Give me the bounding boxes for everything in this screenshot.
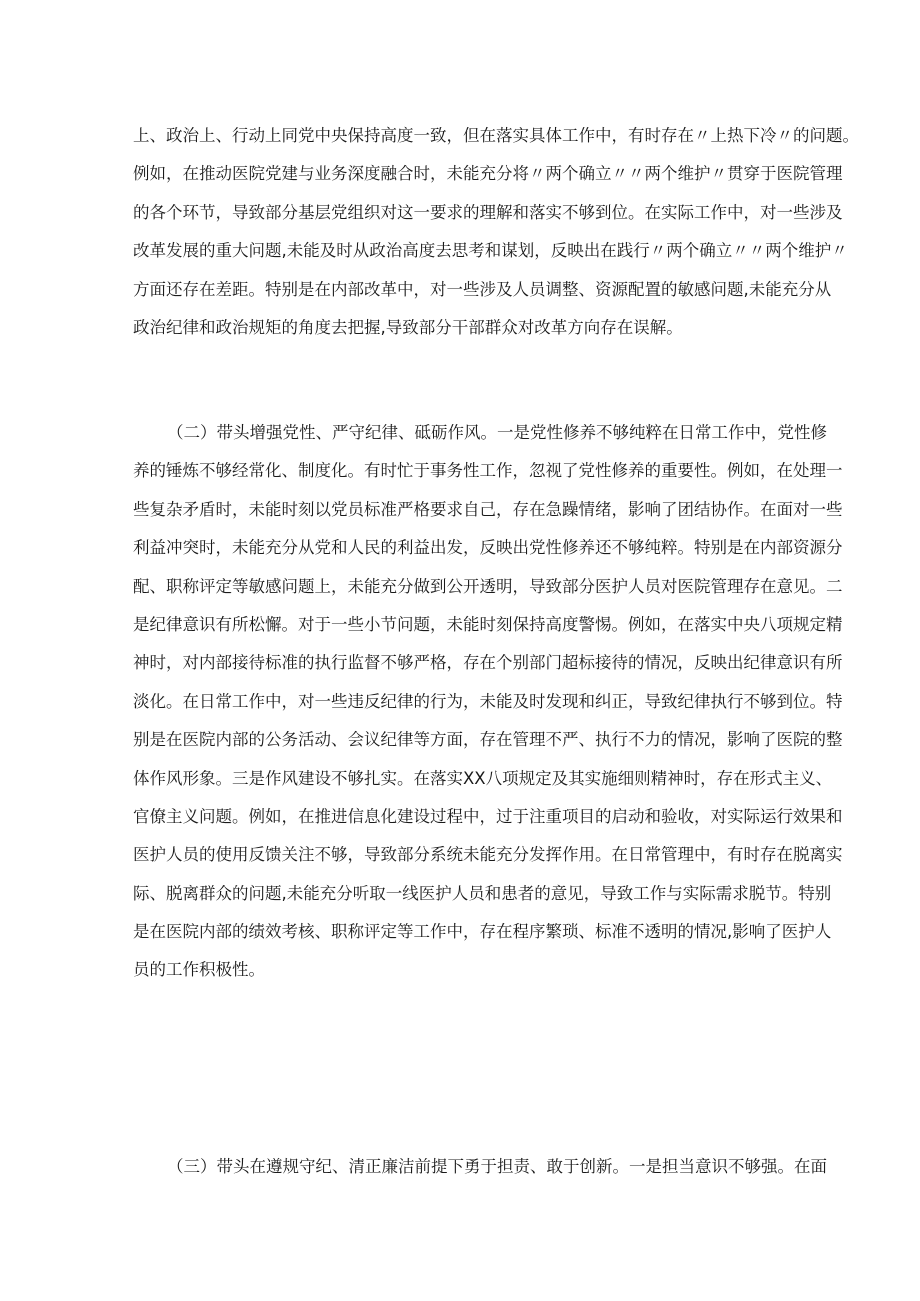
text-line: 例如，在推动医院党建与业务深度融合时，未能充分将〃两个确立〃〃两个维护〃贯穿于医院管理: [133, 164, 843, 184]
text-line: 是纪律意识有所松懈。对于一些小节问题，未能时刻保持高度警惕。例如，在落实中央八项规定精: [133, 614, 843, 634]
text-line: （二）带头增强党性、严守纪律、砥砺作风。一是党性修养不够纯粹在日常工作中，党性修: [167, 423, 827, 442]
text-line: 方面还存在差距。特别是在内部改革中，对一些涉及人员调整、资源配置的敏感问题,未能充分从: [133, 279, 832, 299]
text-line: 神时，对内部接待标准的执行监督不够严格，存在个别部门超标接待的情况，反映出纪律意识有所: [133, 653, 843, 673]
text-line: 配、职称评定等敏感问题上，未能充分做到公开透明，导致部分医护人员对医院管理存在意见。二: [133, 576, 843, 596]
paragraph-3: [133, 1148, 827, 1186]
text-line: 是在医院内部的绩效考核、职称评定等工作中，存在程序繁琐、标准不透明的情况,影响了医护人: [133, 922, 832, 942]
text-line: （三）带头在遵规守纪、清正廉洁前提下勇于担责、敢于创新。一是担当意识不够强。在面: [167, 1157, 827, 1176]
text-line: 些复杂矛盾时，未能时刻以党员标准严格要求自己，存在急躁情绪，影响了团结协作。在面对一些: [133, 499, 843, 519]
text-line: 员的工作积极性。: [133, 960, 265, 980]
text-line: 养的锤炼不够经常化、制度化。有时忙于事务性工作，忽视了党性修养的重要性。例如，在处理一: [133, 461, 843, 481]
text-line: 官僚主义问题。例如，在推进信息化建设过程中，过于注重项目的启动和验收，对实际运行效果和: [133, 806, 843, 826]
text-line: 上、政治上、行动上同党中央保持高度一致，但在落实具体工作中，有时存在〃上热下冷〃的问题。: [133, 126, 859, 145]
text-line: 利益冲突时，未能充分从党和人民的利益出发，反映出党性修养还不够纯粹。特别是在内部资源分: [133, 538, 843, 558]
paragraph-2: [133, 414, 843, 990]
text-line: 体作风形象。三是作风建设不够扎实。在落实XX八项规定及其实施细则精神时，存在形式主义、: [133, 768, 833, 788]
text-line: 别是在医院内部的公务活动、会议纪律等方面，存在管理不严、执行不力的情况，影响了医院的整: [133, 730, 843, 750]
text-line: 医护人员的使用反馈关注不够，导致部分系统未能充分发挥作用。在日常管理中，有时存在脱离实: [133, 845, 843, 865]
text-line: 际、脱离群众的问题,未能充分听取一线医护人员和患者的意见，导致工作与实际需求脱节。特别: [133, 883, 832, 903]
text-line: 改革发展的重大问题,未能及时从政治高度去思考和谋划，反映出在践行〃两个确立〃〃两个维护〃: [133, 241, 848, 261]
text-line: 政治纪律和政治规矩的角度去把握,导致部分干部群众对改革方向存在误解。: [133, 317, 683, 337]
text-line: 的各个环节，导致部分基层党组织对这一要求的理解和落实不够到位。在实际工作中，对一些涉及: [133, 202, 843, 222]
paragraph-1: [133, 117, 859, 347]
text-line: 淡化。在日常工作中，对一些违反纪律的行为，未能及时发现和纠正，导致纪律执行不够到位。特: [133, 691, 843, 711]
